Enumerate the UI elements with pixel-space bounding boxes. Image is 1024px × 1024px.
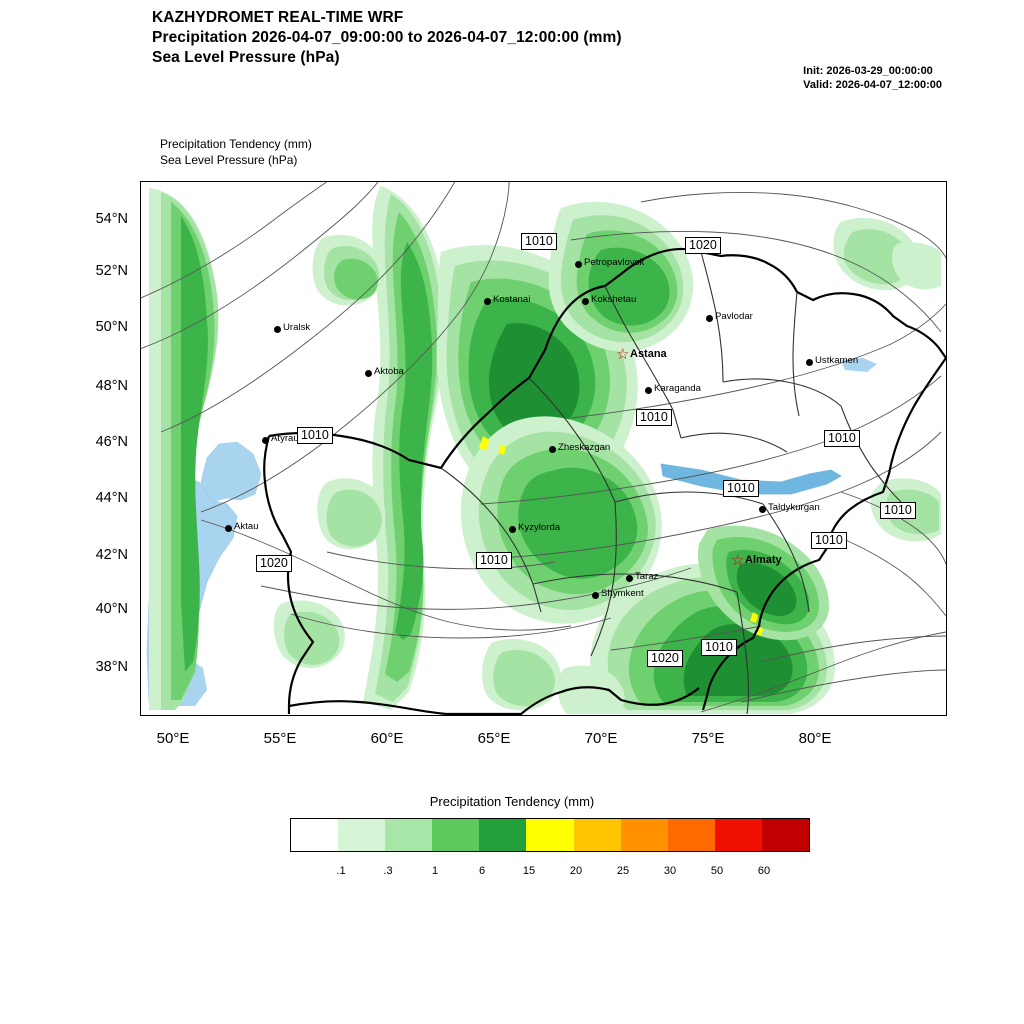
ytick-44N: 44°N — [95, 490, 128, 506]
city-label-pavlodar: Pavlodar — [715, 311, 753, 322]
colorbar-swatch-10 — [762, 819, 809, 851]
xtick-55E: 55°E — [263, 730, 297, 747]
city-marker — [645, 387, 652, 394]
ytick-48N: 48°N — [95, 378, 128, 394]
isobar-label: 1010 — [824, 430, 860, 447]
city-label-kyzylorda: Kyzylorda — [518, 522, 561, 533]
ytick-46N: 46°N — [95, 434, 128, 450]
city-marker — [592, 592, 599, 599]
city-marker — [759, 506, 766, 513]
isobar-label: 1010 — [521, 233, 557, 250]
city-label-zheskazgan: Zheskazgan — [558, 442, 611, 453]
city-marker — [626, 575, 633, 582]
ytick-52N: 52°N — [95, 263, 128, 279]
city-marker — [509, 526, 516, 533]
title-line-2: Precipitation 2026-04-07_09:00:00 to 2026-04-07_12:00:00 (mm) — [152, 29, 622, 46]
city-label-kostanai: Kostanai — [493, 294, 531, 305]
city-marker — [274, 326, 281, 333]
colorbar-tick: .1 — [336, 865, 346, 877]
city-marker — [549, 446, 556, 453]
city-label-atyrau: Atyrau — [271, 433, 299, 444]
colorbar-tick: 50 — [710, 865, 724, 877]
ytick-38N: 38°N — [95, 659, 128, 675]
colorbar-tick: 6 — [478, 865, 486, 877]
city-label-uralsk: Uralsk — [283, 322, 311, 333]
xtick-70E: 70°E — [584, 730, 618, 747]
xtick-60E: 60°E — [370, 730, 404, 747]
isobar-label: 1010 — [880, 502, 916, 519]
colorbar-swatch-3 — [432, 819, 479, 851]
capital-star-icon: ☆ — [731, 552, 745, 569]
colorbar-tick: 1 — [431, 865, 439, 877]
city-marker — [582, 298, 589, 305]
field-caption — [160, 136, 312, 168]
isobar-label: 1010 — [723, 480, 759, 497]
xtick-80E: 80°E — [798, 730, 832, 747]
city-label-shymkent: Shymkent — [601, 588, 644, 599]
isobar-label: 1020 — [647, 650, 683, 667]
caption-slp: Sea Level Pressure (hPa) — [160, 153, 298, 167]
title-line-3: Sea Level Pressure (hPa) — [152, 49, 340, 66]
isobar-label: 1010 — [297, 427, 333, 444]
city-marker — [806, 359, 813, 366]
ytick-54N: 54°N — [95, 211, 128, 227]
init-time: Init: 2026-03-29_00:00:00 — [803, 65, 933, 77]
ytick-50N: 50°N — [95, 319, 128, 335]
colorbar-tick: .3 — [383, 865, 393, 877]
colorbar — [290, 818, 810, 852]
city-label-taraz: Taraz — [635, 571, 659, 582]
city-label-kokshetau: Kokshetau — [591, 294, 637, 305]
city-label-aktobe: Aktoba — [374, 366, 404, 377]
isobar-label: 1020 — [685, 237, 721, 254]
isobar-label: 1020 — [256, 555, 292, 572]
colorbar-swatch-9 — [715, 819, 762, 851]
isobar-label: 1010 — [476, 552, 512, 569]
colorbar-swatch-4 — [479, 819, 526, 851]
city-marker — [365, 370, 372, 377]
city-marker — [484, 298, 491, 305]
colorbar-swatch-1 — [338, 819, 385, 851]
caption-precip: Precipitation Tendency (mm) — [160, 137, 312, 151]
city-label-petropavlovsk: Petropavlovsk — [584, 257, 645, 268]
isobar-label: 1010 — [636, 409, 672, 426]
colorbar-title: Precipitation Tendency (mm) — [429, 794, 595, 809]
city-marker — [706, 315, 713, 322]
colorbar-swatch-6 — [574, 819, 621, 851]
title-block — [152, 8, 622, 68]
colorbar-tick: 60 — [757, 865, 771, 877]
weather-map[interactable] — [140, 181, 947, 716]
capital-star-icon: ☆ — [616, 346, 630, 363]
city-label-ustkamen: Ustkamen — [815, 355, 859, 366]
colorbar-swatch-0 — [291, 819, 338, 851]
colorbar-tick: 15 — [522, 865, 536, 877]
ytick-40N: 40°N — [95, 601, 128, 617]
city-label-karaganda: Karaganda — [654, 383, 701, 394]
city-marker — [262, 437, 269, 444]
colorbar-swatch-2 — [385, 819, 432, 851]
xtick-50E: 50°E — [156, 730, 190, 747]
run-info — [803, 64, 942, 92]
colorbar-tick: 30 — [663, 865, 677, 877]
colorbar-tick: 25 — [616, 865, 630, 877]
colorbar-tick: 20 — [569, 865, 583, 877]
city-label-aktau: Aktau — [234, 521, 259, 532]
city-label-astana: Astana — [630, 348, 667, 360]
xtick-75E: 75°E — [691, 730, 725, 747]
xtick-65E: 65°E — [477, 730, 511, 747]
city-label-taldykurgan: Taldykurgan — [768, 502, 820, 513]
colorbar-swatch-5 — [526, 819, 573, 851]
city-marker — [225, 525, 232, 532]
title-line-1: KAZHYDROMET REAL-TIME WRF — [152, 9, 404, 26]
city-marker — [575, 261, 582, 268]
ytick-42N: 42°N — [95, 547, 128, 563]
isobar-label: 1010 — [701, 639, 737, 656]
isobar-label: 1010 — [811, 532, 847, 549]
valid-time: Valid: 2026-04-07_12:00:00 — [803, 79, 942, 91]
colorbar-swatch-8 — [668, 819, 715, 851]
city-label-almaty: Almaty — [745, 554, 782, 566]
colorbar-swatch-7 — [621, 819, 668, 851]
